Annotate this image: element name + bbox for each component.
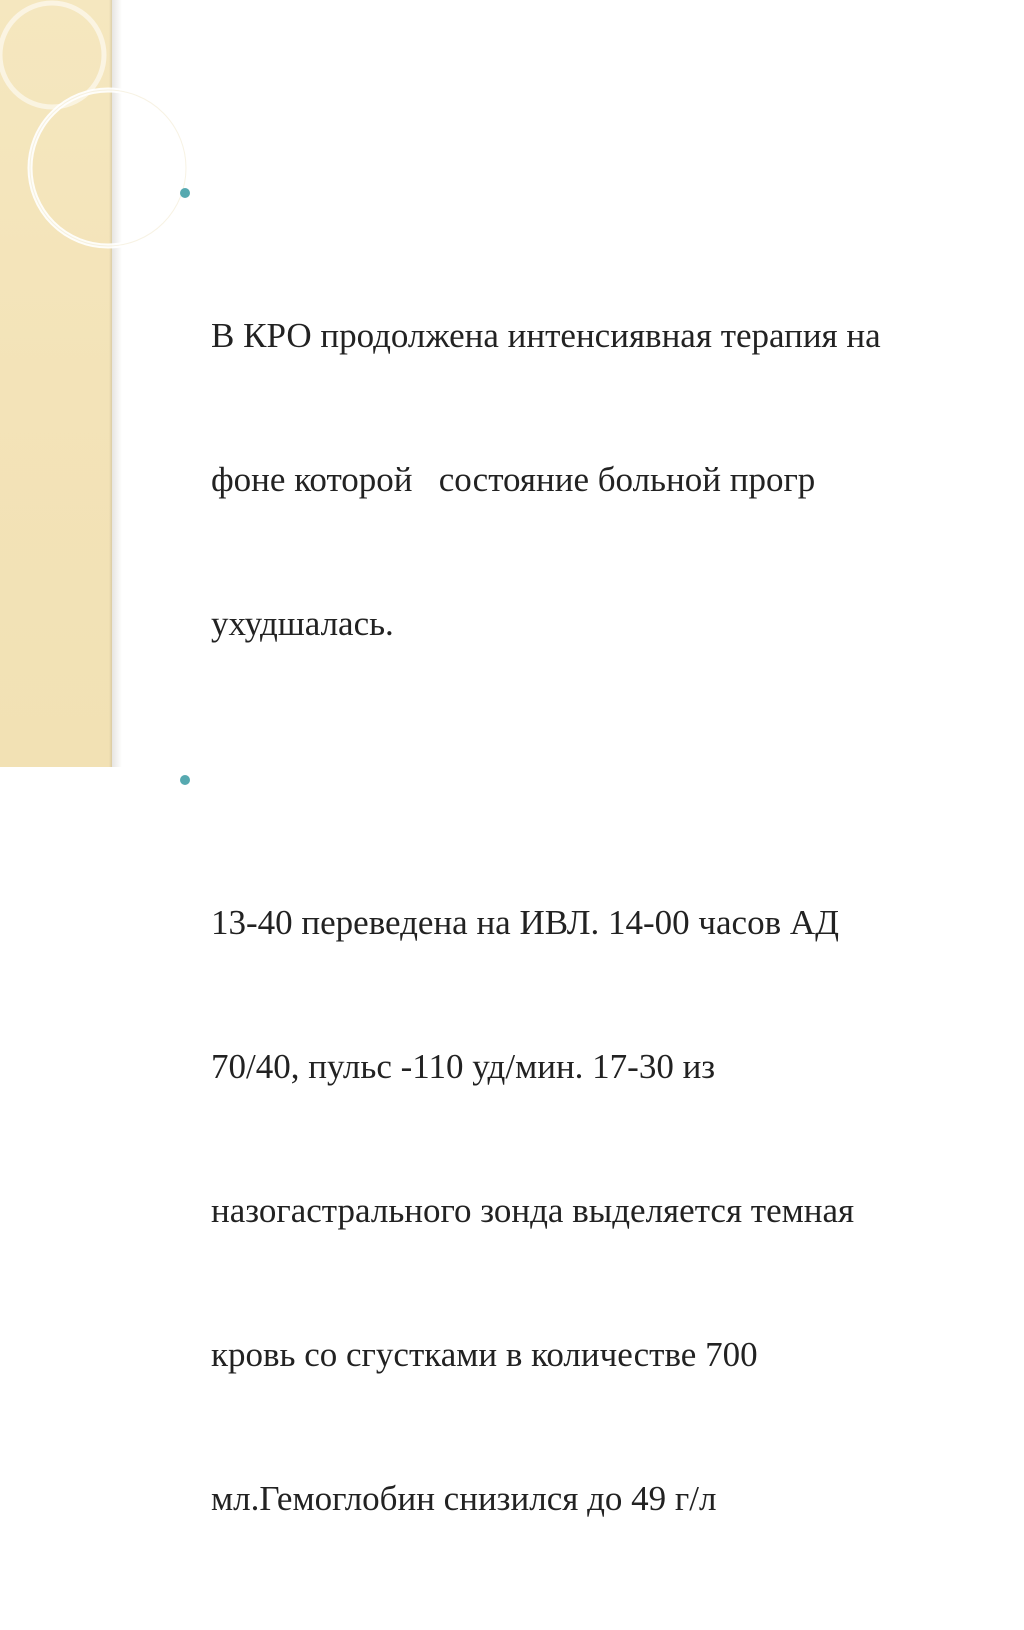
bullet-line: кровь со сгустками в количестве 700 xyxy=(211,1335,758,1374)
bullet-line: назогастрального зонда выделяется темная xyxy=(211,1191,855,1230)
bullet-line: фоне которой состояние больной прогр xyxy=(211,460,816,499)
bullet-line: 13-40 переведена на ИВЛ. 14-00 часов АД xyxy=(211,903,840,942)
bullet-dot-icon xyxy=(180,188,190,198)
bullet-line: мл.Гемоглобин снизился до 49 г/л xyxy=(211,1479,717,1518)
bullet-line: 70/40, пульс -110 уд/мин. 17-30 из xyxy=(211,1047,716,1086)
bullet-item-1 xyxy=(180,168,970,744)
bullet-dot-icon xyxy=(180,775,190,785)
slide-body xyxy=(180,168,970,1630)
decorative-circle-middle xyxy=(30,90,186,246)
bullet-line: В КРО продолжена интенсиявная терапия на xyxy=(211,316,881,355)
bullet-item-2 xyxy=(180,755,970,1619)
bullet-line: ухудшалась. xyxy=(211,604,394,643)
